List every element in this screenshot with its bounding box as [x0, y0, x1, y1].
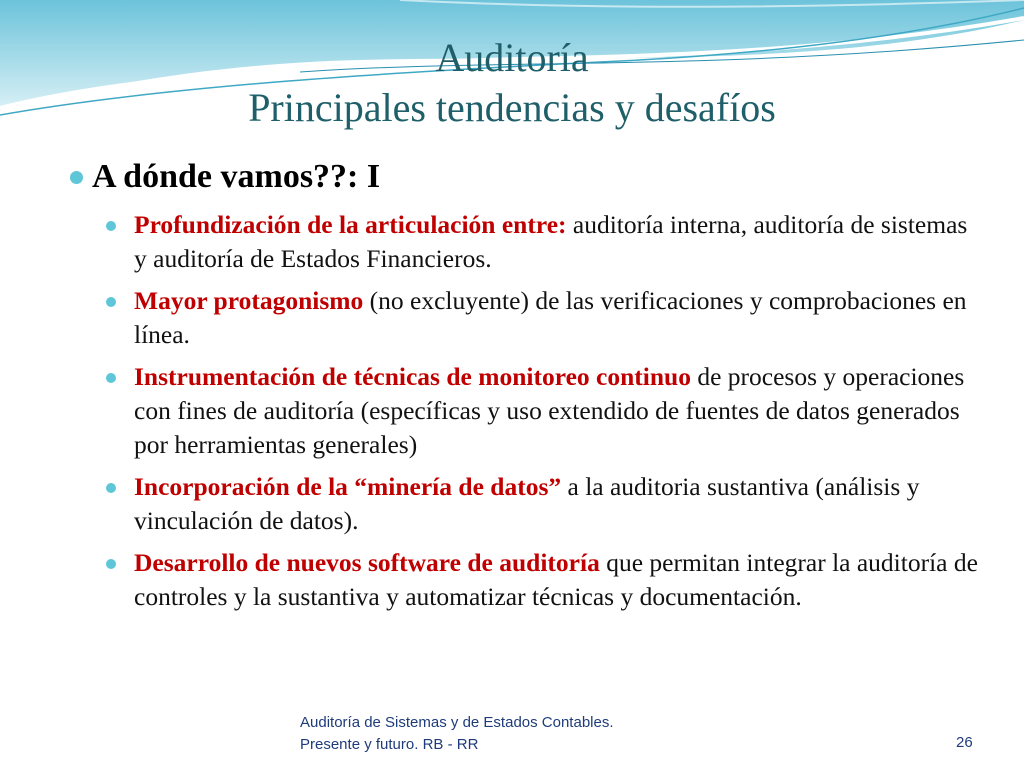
bullet-list: [106, 208, 986, 622]
footer-line2: Presente y futuro. RB - RR: [300, 736, 479, 753]
item-emphasis: Incorporación de la “minería de datos”: [134, 472, 562, 501]
item-text: que permitan integrar la auditoría de controles y la sustantiva y automatizar técnicas y documentación.: [134, 548, 978, 611]
bullet-icon: [106, 297, 116, 307]
item-emphasis: Mayor protagonismo: [134, 286, 364, 315]
bullet-icon: [106, 483, 116, 493]
item-emphasis: Desarrollo de nuevos software de auditoría: [134, 548, 600, 577]
item-emphasis: Profundización de la articulación entre:: [134, 210, 567, 239]
slide-title-line1: Auditoría: [435, 35, 589, 80]
bullet-icon: [106, 373, 116, 383]
slide-title-line2: Principales tendencias y desafíos: [248, 85, 776, 130]
list-item: [106, 470, 986, 538]
item-text: auditoría interna, auditoría de sistemas y auditoría de Estados Financieros.: [134, 210, 968, 273]
section-heading-text: A dónde vamos??: I: [92, 158, 381, 195]
item-text: (no excluyente) de las verificaciones y comprobaciones en línea.: [134, 286, 967, 349]
list-item: [106, 360, 986, 462]
bullet-icon: [106, 221, 116, 231]
page-number: 26: [956, 734, 973, 751]
item-text: a la auditoria sustantiva (análisis y vinculación de datos).: [134, 472, 920, 535]
list-item: [106, 208, 986, 276]
bullet-icon: [106, 559, 116, 569]
list-item: [106, 284, 986, 352]
item-emphasis: Instrumentación de técnicas de monitoreo continuo: [134, 362, 691, 391]
bullet-icon: [70, 171, 83, 184]
list-item: [106, 546, 986, 614]
slide-footer: [300, 712, 614, 756]
item-text: de procesos y operaciones con fines de auditoría (específicas y uso extendido de fuentes de datos generados por herramientas generales): [134, 362, 965, 459]
footer-line1: Auditoría de Sistemas y de Estados Contables.: [300, 714, 614, 731]
